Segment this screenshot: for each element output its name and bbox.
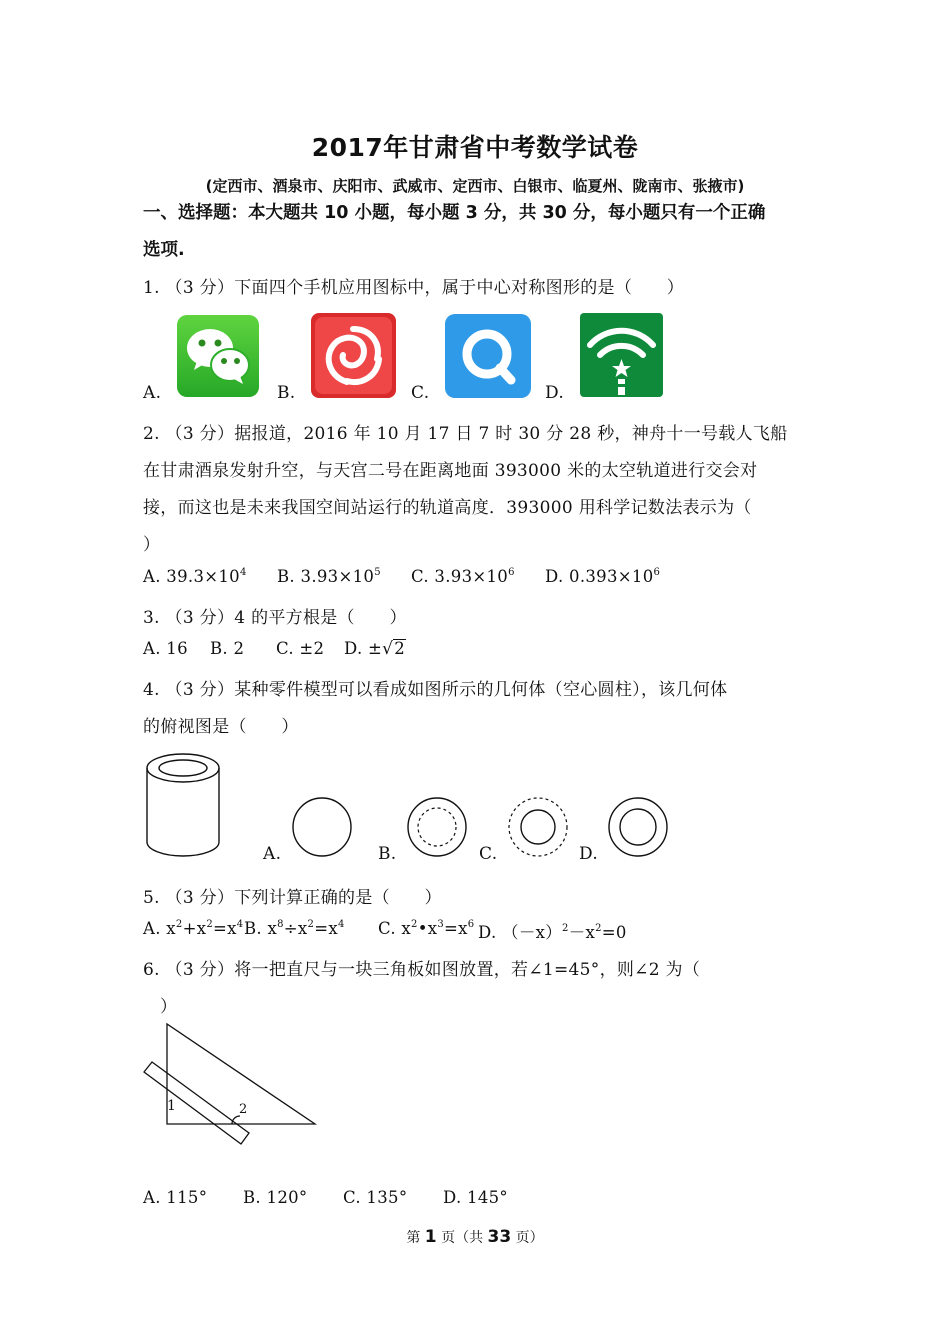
sqrt-radicand: 2	[394, 639, 406, 658]
page-title: 2017年甘肃省中考数学试卷	[311, 133, 639, 162]
question-5-text: 5. （3 分）下列计算正确的是（ ）	[143, 888, 442, 908]
current-page-number: 1	[424, 1227, 437, 1247]
q5-option-d: D. $(-x)^2-x^2=0$	[478, 923, 627, 942]
view-a-single-circle	[290, 795, 354, 859]
q3-option-a: A. 16	[143, 639, 188, 658]
question-2-line3: 接，而这也是未来我国空间站运行的轨道高度．393000 用科学记数法表示为（	[143, 498, 752, 518]
total-page-count: 33	[487, 1227, 512, 1247]
q6-option-c: C. 135°	[343, 1188, 408, 1207]
question-4-line2: 的俯视图是（ ）	[143, 717, 299, 737]
q5-option-c: C. $x^2•x^3=x^6$	[378, 919, 475, 938]
question-4-line1: 4. （3 分）某种零件模型可以看成如图所示的几何体（空心圆柱），该几何体	[143, 680, 728, 700]
q4-label-d: D.	[579, 844, 599, 864]
angle-1-label: 1	[167, 1098, 176, 1114]
q1-label-a: A.	[143, 383, 162, 403]
q6-option-b: B. 120°	[243, 1188, 308, 1207]
q3-option-d: D. ±√2	[344, 639, 406, 659]
question-2-line4: ）	[143, 535, 161, 555]
q1-label-d: D.	[545, 383, 565, 403]
question-1-text: 1. （3 分）下面四个手机应用图标中，属于中心对称图形的是（ ）	[143, 278, 685, 298]
question-2-line2: 在甘肃酒泉发射升空，与天宫二号在距离地面 393000 米的太空轨道进行交会对	[143, 461, 758, 481]
ruler-triangle-figure	[140, 1020, 325, 1150]
question-2-line1: 2. （3 分）据报道，2016 年 10 月 17 日 7 时 30 分 28 秒，神舟十一号载人飞船	[143, 424, 788, 444]
q5-option-b: B. $x^8\div x^2=x^4$	[244, 919, 345, 938]
question-3-text: 3. （3 分）4 的平方根是（ ）	[143, 608, 407, 628]
section-heading-line2: 选项.	[143, 240, 185, 260]
view-d-concentric-circles	[606, 795, 670, 859]
phoenix-icon	[311, 313, 396, 398]
q3-option-c: C. ±2	[276, 639, 325, 658]
search-q-icon	[445, 314, 531, 398]
q1-label-c: C.	[411, 383, 430, 403]
view-b-dashed-inner-circle	[405, 795, 469, 859]
q6-option-a: A. 115°	[143, 1188, 208, 1207]
view-c-dashed-outer-circle	[506, 795, 570, 859]
q2-option-b: B. $3.93\times 10^5$	[277, 567, 381, 586]
wifi-icon	[580, 313, 663, 397]
wechat-icon	[177, 315, 259, 397]
q4-label-a: A.	[263, 844, 282, 864]
angle-2-label: 2	[239, 1102, 248, 1117]
q3-option-b: B. 2	[210, 639, 245, 658]
q1-label-b: B.	[277, 383, 296, 403]
question-6-line2: ）	[160, 997, 178, 1017]
q4-label-b: B.	[378, 844, 397, 864]
page-footer: 第 1 页（共 33 页）	[406, 1227, 544, 1247]
section-heading-line1: 一、选择题：本大题共 10 小题，每小题 3 分，共 30 分，每小题只有一个正确	[143, 203, 766, 223]
q5-option-a: A. $x^2+x^2=x^4$	[143, 919, 244, 938]
q4-label-c: C.	[479, 844, 498, 864]
hollow-cylinder-figure	[140, 748, 230, 860]
q2-option-c: C. $3.93\times 10^6$	[411, 567, 515, 586]
page-subtitle: (定西市、酒泉市、庆阳市、武威市、定西市、白银市、临夏州、陇南市、张掖市)	[205, 177, 745, 195]
question-6-line1: 6. （3 分）将一把直尺与一块三角板如图放置，若∠1=45°，则∠2 为（	[143, 960, 701, 980]
q2-option-d: D. $0.393\times 10^6$	[545, 567, 661, 586]
q2-option-a: A. $39.3\times 10^4$	[143, 567, 247, 586]
q6-option-d: D. 145°	[443, 1188, 508, 1207]
